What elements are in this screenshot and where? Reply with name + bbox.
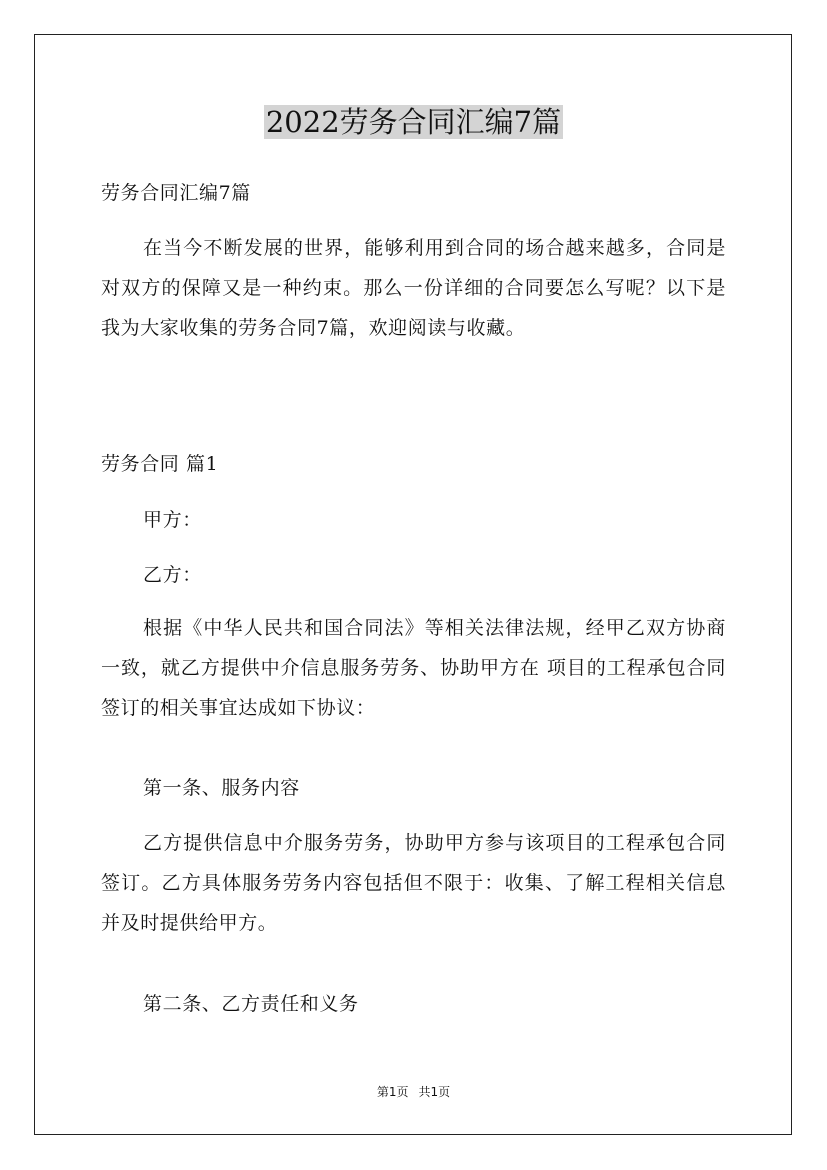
- section-heading: 劳务合同 篇1: [101, 453, 219, 475]
- document-title-text: 2022劳务合同汇编7篇: [265, 105, 562, 139]
- party-b-label: 乙方：: [143, 564, 202, 586]
- page-number-current: 第1页: [376, 1085, 409, 1099]
- party-a-label: 甲方：: [143, 509, 202, 531]
- document-title: [0, 100, 827, 144]
- page-number-total: 共1页: [418, 1085, 451, 1099]
- page-footer: [0, 1084, 827, 1100]
- article-2-title: 第二条、乙方责任和义务: [143, 993, 359, 1015]
- document-subtitle: 劳务合同汇编7篇: [101, 182, 251, 204]
- article-1-title: 第一条、服务内容: [143, 777, 300, 799]
- preamble-paragraph: 根据《中华人民共和国合同法》等相关法律法规，经甲乙双方协商一致，就乙方提供中介信息服务劳务、协助甲方在 项目的工程承包合同签订的相关事宜达成如下协议：: [101, 617, 726, 719]
- intro-paragraph: 在当今不断发展的世界，能够利用到合同的场合越来越多，合同是对双方的保障又是一种约束。那么一份详细的合同要怎么写呢？以下是我为大家收集的劳务合同7篇，欢迎阅读与收藏。: [101, 237, 726, 339]
- article-1-body: 乙方提供信息中介服务劳务，协助甲方参与该项目的工程承包合同签订。乙方具体服务劳务内容包括但不限于：收集、了解工程相关信息并及时提供给甲方。: [101, 832, 726, 934]
